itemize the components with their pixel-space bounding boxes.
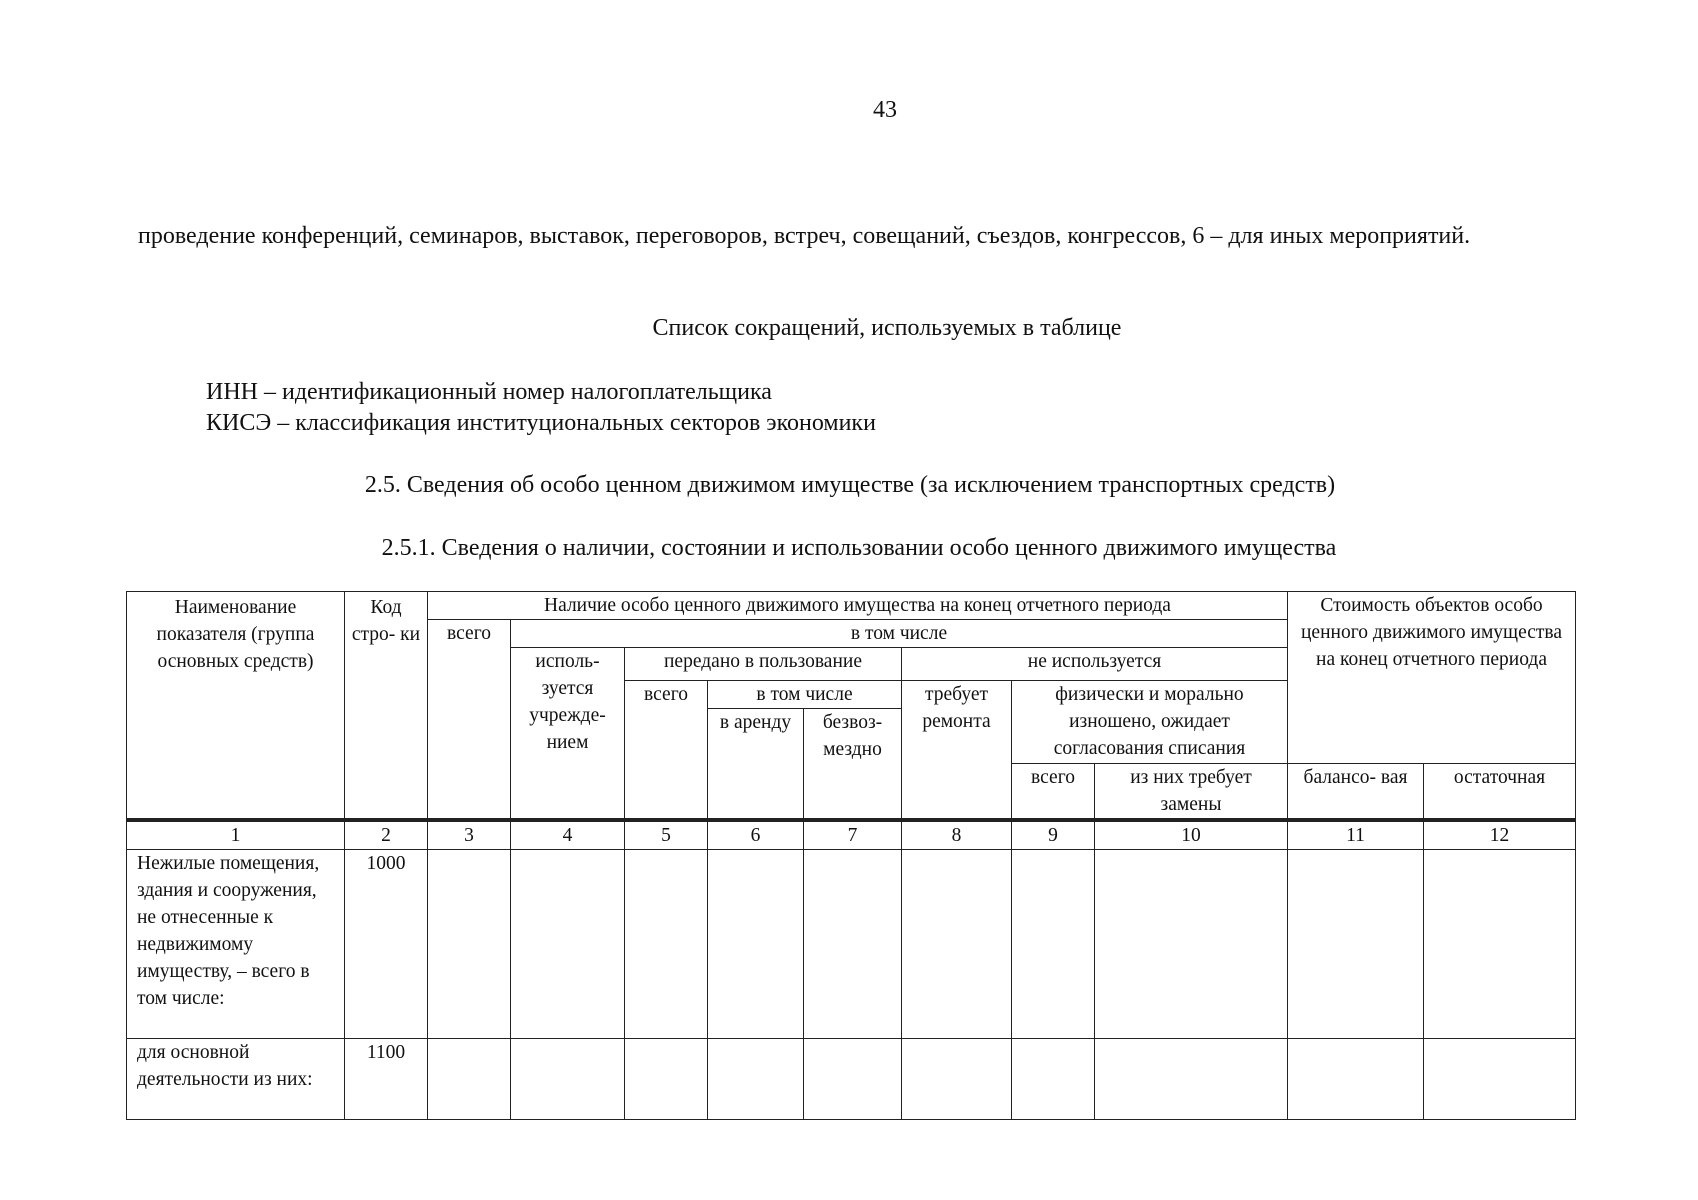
table-cell (708, 1039, 804, 1120)
header-used-by-institution: исполь- зуется учрежде- нием (511, 648, 625, 821)
header-transferred: передано в пользование (625, 648, 902, 681)
intro-paragraph: проведение конференций, семинаров, выставок, переговоров, встреч, совещаний, съездов, конгрессов, 6 – для иных мероприятий. (138, 223, 1471, 249)
header-free: безвоз- мездно (804, 709, 902, 821)
table-cell (708, 850, 804, 1039)
header-not-used: не используется (902, 648, 1288, 681)
table-cell (1424, 1039, 1576, 1120)
row-code: 1000 (345, 850, 428, 1039)
header-row-1 (127, 592, 1576, 620)
table-cell (804, 850, 902, 1039)
column-number: 9 (1012, 820, 1095, 850)
header-worn-replace: из них требует замены (1095, 764, 1288, 821)
table-cell (428, 1039, 511, 1120)
column-number: 10 (1095, 820, 1288, 850)
header-residual: остаточная (1424, 764, 1576, 821)
table-cell (511, 850, 625, 1039)
column-number: 12 (1424, 820, 1576, 850)
row-code: 1100 (345, 1039, 428, 1120)
table-cell (625, 850, 708, 1039)
abbreviation-item-kise: КИСЭ – классификация институциональных секторов экономики (206, 410, 876, 436)
header-worn-total: всего (1012, 764, 1095, 821)
header-presence: Наличие особо ценного движимого имущества на конец отчетного периода (428, 592, 1288, 620)
property-table (126, 591, 1576, 1120)
table-row (127, 850, 1576, 1039)
header-balance: балансо- вая (1288, 764, 1424, 821)
header-name: Наименование показателя (группа основных средств) (127, 592, 345, 821)
table-cell (902, 850, 1012, 1039)
abbreviations-list (206, 377, 876, 439)
table-cell (511, 1039, 625, 1120)
column-number: 5 (625, 820, 708, 850)
header-cost: Стоимость объектов особо ценного движимого имущества на конец отчетного периода (1288, 592, 1576, 764)
section-title: 2.5. Сведения об особо ценном движимом имуществе (за исключением транспортных средств) (364, 472, 1336, 498)
header-rent: в аренду (708, 709, 804, 821)
header-transferred-total: всего (625, 681, 708, 821)
column-number: 2 (345, 820, 428, 850)
header-transferred-including: в том числе (708, 681, 902, 709)
column-number-row (127, 820, 1576, 850)
column-number: 11 (1288, 820, 1424, 850)
header-total: всего (428, 620, 511, 821)
table-cell (804, 1039, 902, 1120)
column-number: 3 (428, 820, 511, 850)
table-cell (1095, 850, 1288, 1039)
header-code: Код стро- ки (345, 592, 428, 821)
column-number: 4 (511, 820, 625, 850)
column-number: 1 (127, 820, 345, 850)
row-name: для основной деятельности из них: (127, 1039, 345, 1120)
table-cell (1288, 850, 1424, 1039)
table-row (127, 1039, 1576, 1120)
table-cell (1288, 1039, 1424, 1120)
column-number: 6 (708, 820, 804, 850)
abbreviation-item-inn: ИНН – идентификационный номер налогоплательщика (206, 379, 772, 405)
table-cell (1095, 1039, 1288, 1120)
table-cell (1012, 1039, 1095, 1120)
header-worn-out: физически и морально изношено, ожидает согласования списания (1012, 681, 1288, 764)
table-cell (625, 1039, 708, 1120)
column-number: 7 (804, 820, 902, 850)
table-cell (1012, 850, 1095, 1039)
table-cell (428, 850, 511, 1039)
property-table-wrapper (126, 591, 1576, 1120)
column-number: 8 (902, 820, 1012, 850)
header-requires-repair: требует ремонта (902, 681, 1012, 821)
header-including: в том числе (511, 620, 1288, 648)
row-name: Нежилые помещения, здания и сооружения, не отнесенные к недвижимому имуществу, – всего в том числе: (127, 850, 345, 1039)
abbreviations-title: Список сокращений, используемых в таблице (652, 315, 1122, 341)
table-cell (902, 1039, 1012, 1120)
table-cell (1424, 850, 1576, 1039)
page-number: 43 (873, 97, 897, 123)
subsection-title: 2.5.1. Сведения о наличии, состоянии и использовании особо ценного движимого имущества (381, 535, 1337, 561)
